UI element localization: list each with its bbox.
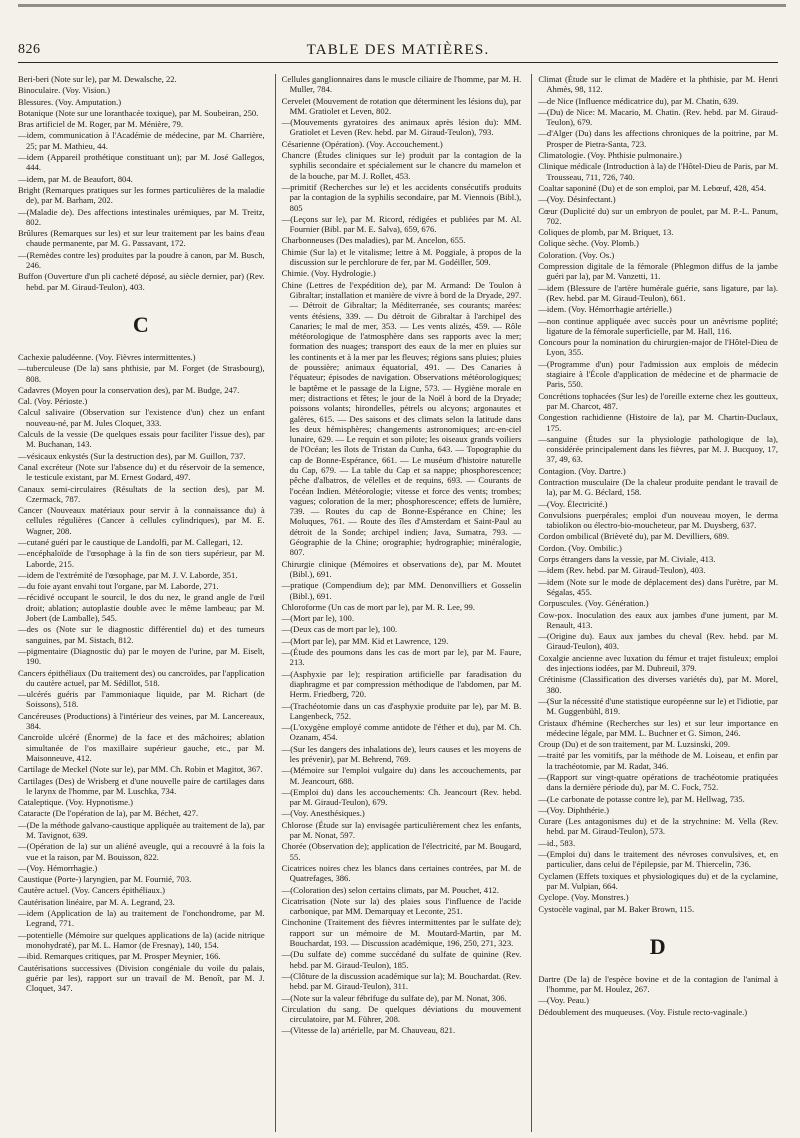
index-entry: Cal. (Voy. Périoste.) [18,396,88,407]
section-letter-d: D [649,933,667,959]
index-entry: Buffon (Ouverture d'un pli cacheté déposé, au siècle dernier, par) (Rev. hebd. par M. Giraud-Teulon), 403. [18,271,265,292]
index-entry: Cautérisation linéaire, par M. A. Legrand, 23. [18,896,175,907]
index-entry: Cristaux d'hémine (Recherches sur les) et sur leur importance en médecine légale, par MM. L. Buchner et G. Simon, 246. [538,717,778,738]
index-entry: Corps étrangers dans la vessie, par M. Civiale, 413. [538,554,716,565]
index-entry: —id., 583. [538,837,576,848]
index-entry: —(Trachéotomie dans un cas d'asphyxie produite par le), par M. B. Langenbeck, 752. [281,700,522,721]
index-entry: —(Mouvements gyratoires des animaux après lésion du): MM. Gratiolet et Leven (Rev. hebd. par M. Giraud-Teulon), 793. [281,117,522,138]
index-entry: Cow-pox. Inoculation des eaux aux jambes d'une jument, par M. Renault, 413. [538,609,778,630]
index-entry: Cœur (Duplicité du) sur un embryon de poulet, par M. P.-L. Panum, 702. [538,205,778,226]
index-entry: —(Mort par le), 100. [281,613,354,624]
index-entry: Chlorose (Étude sur la) envisagée particulièrement chez les enfants, par M. Nonat, 597. [281,819,522,841]
index-entry: Binoculaire. (Voy. Vision.) [18,85,110,96]
index-entry: Congestion rachidienne (Histoire de la), par M. Chartin-Duclaux, 175. [538,412,778,433]
index-entry: —(Étude des poumons dans les cas de mort par le), par M. Faure, 213. [281,647,522,668]
index-entry: Contraction musculaire (De la chaleur produite pendant le travail de la), par M. G. Béclard, 158. [538,476,778,498]
index-entry: Calculs de la vessie (De quelques essais pour faciliter l'issue des), par M. Buchanan, 143. [18,429,265,450]
index-entry: Croup (Du) et de son traitement, par M. Luzsinski, 209. [538,739,730,750]
index-entry: —(Emploi du) dans le traitement des névroses convulsives, et, en particulier, dans celui de l'épilepsie, par M. Thiercelin, 736. [538,849,778,870]
index-entry: Convulsions puerpérales; emploi d'un nouveau moyen, le derma tabiolikon ou électro-bio-moucheteur, par M. Duysberg, 637. [538,509,778,531]
index-entry: Brûlures (Remarques sur les) et sur leur traitement par les bains d'eau chaude permanente, par M. G. Passavant, 172. [18,228,265,249]
index-entry: Blessures. (Voy. Amputation.) [18,96,122,107]
section-letter-c: C [132,311,150,337]
index-entry: Chirurgie clinique (Mémoires et observations de), par M. Moutet (Bibl.), 691. [281,558,522,579]
index-entry: —idem (Appareil prothétique constituant un); par M. José Gallegos, 444. [18,152,265,173]
index-entry: Césarienne (Opération). (Voy. Accouchement.) [281,138,443,149]
index-entry: —idem. (Voy. Hémorrhagie artérielle.) [538,304,672,315]
index-entry: —non continue appliquée avec succès pour un anévrisme poplité; ligature de la fémorale superficielle, par M. Hall, 116. [538,315,778,336]
index-entry: —idem de l'extrémité de l'œsophage, par M. J. V. Laborde, 351. [18,569,238,580]
index-entry: —(Vitesse de la) artérielle, par M. Chauveau, 821. [281,1025,456,1036]
index-entry: Canal excréteur (Note sur l'absence du) et du réservoir de la semence, le testicule existant, par M. Ernest Godard, 497. [18,461,265,483]
index-entry: —encéphaloïde de l'œsophage à la fin de son tiers supérieur, par M. Laborde, 215. [18,548,265,569]
index-column-middle [275,74,522,1132]
index-entry: Beri-beri (Note sur le), par M. Dewalsche, 22. [18,74,177,84]
index-entry: Cautérisations successives (Division congéniale du voile du palais, guérie par les), rapport sur un travail de M. Benoît, par M. J. Cloquet, 347. [18,962,265,994]
index-entry: Chloroforme (Un cas de mort par le), par M. R. Lee, 99. [281,601,475,612]
index-entry: Cancroïde ulcéré (Énorme) de la face et des mâchoires; ablation simultanée de l'os maxillaire supérieur gauche, etc., par M. Maisonneuve, 412. [18,732,265,763]
index-entry: Bras artificiel de M. Roger, par M. Ménière, 79. [18,119,184,130]
index-entry: Cartilages (Des) de Wrisberg et d'une nouvelle paire de cartilages dans le larynx de l'homme, par M. Luschka, 734. [18,775,265,796]
index-entry: —ulcérés guéris par l'ammoniaque liquide, par M. Richart (de Soissons), 518. [18,689,265,710]
index-entry: —(Voy. Peau.) [538,995,589,1006]
index-entry: —(Mémoire sur l'emploi vulgaire du) dans les accouchements, par M. Jeancourt, 688. [281,765,522,786]
index-column-left [18,74,265,1132]
index-entry: Botanique (Note sur une loranthacée toxique), par M. Soubeiran, 250. [18,107,259,118]
index-entry: Chimie (Sur la) et le vitalisme; lettre à M. Poggiale, à propos de la discussion sur le perchlorure de fer, par M. Godéiller, 509. [281,246,522,268]
index-entry: Cataleptique. (Voy. Hypnotisme.) [18,797,134,808]
index-entry: —idem (Rev. hebd. par M. Giraud-Teulon), 403. [538,565,706,576]
index-entry: —idem (Note sur le mode de déplacement des) dans l'urètre, par M. Ségalas, 455. [538,576,778,597]
index-entry: Cancéreuses (Productions) à l'intérieur des veines, par M. Lancereaux, 384. [18,710,265,732]
index-entry: Coloration. (Voy. Os.) [538,249,615,260]
index-entry: —(Deux cas de mort par le), 100. [281,624,398,635]
index-entry: —vésicaux enkystés (Sur la destruction des), par M. Guillon, 737. [18,450,246,461]
index-entry: —(Leçons sur le), par M. Ricord, rédigées et publiées par M. Al. Fournier (Bibl. par M. E. Salva), 659, 676. [281,213,522,235]
index-entry: —traité par les vomitifs, par la méthode de M. Loiseau, et enfin par la trachéotomie, par M. Radat, 346. [538,750,778,771]
index-entry: Cinchonine (Traitement des fièvres intermittentes par le sulfate de); rapport sur un mémoire de M. Moutard-Martin, par M. Bouchardat, 193. — Discussion académique, 196, 250, 271, 323. [281,917,522,949]
index-entry: Chimie. (Voy. Hydrologie.) [281,268,376,279]
index-entry: —(Remèdes contre les) produites par la poudre à canon, par M. Busch, 246. [18,249,265,271]
index-entry: —idem, par M. de Beaufort, 804. [18,173,133,184]
index-entry: —potentielle (Mémoire sur quelques applications de la) (acide nitrique monohydraté), par M. L. Hamor (de Fresnay), 140, 154. [18,929,265,950]
index-entry: Chorée (Observation de); application de l'électricité, par M. Bougard, 55. [281,841,522,862]
index-entry: Compression digitale de la fémorale (Phlegmon diffus de la jambe guéri par la), par M. Vanzetti, 11. [538,261,778,282]
index-entry: —du foie ayant envahi tout l'organe, par M. Laborde, 271. [18,581,219,592]
index-entry: —ibid. Remarques critiques, par M. Prosper Meynier, 166. [18,951,221,962]
index-entry: —idem (Application de la) au traitement de l'onchondrome, par M. Legrand, 771. [18,908,265,929]
index-entry: —(Mort par le), par MM. Kid et Lawrence, 129. [281,635,449,646]
index-entry: Cautère actuel. (Voy. Cancers épithéliaux.) [18,885,165,896]
index-entry: Coxalgie ancienne avec luxation du fémur et trajet fistuleux; emploi des injections iodées, par M. Dubreuil, 379. [538,652,778,674]
index-entry: —(Clôture de la discussion académique sur la); M. Bouchardat. (Rev. hebd. par M. Giraud-Teulon), 311. [281,970,522,992]
running-header [18,0,778,58]
index-entry: Cystocèle vaginal, par M. Baker Brown, 115. [538,903,695,914]
index-entry: Colique sèche. (Voy. Plomb.) [538,238,639,249]
index-entry: Cadavres (Moyen pour la conservation des), par M. Budge, 247. [18,384,240,395]
index-entry: —(Opération de la) sur un aliéné aveugle, qui a recouvré à la fois la vue et la raison, par M. Bouisson, 822. [18,841,265,862]
index-entry: Dartre (De la) de l'espèce bovine et de la contagion de l'animal à l'homme, par M. Houlez, 267. [538,973,778,995]
index-entry: —de Nice (Influence médicatrice du), par M. Chatin, 639. [538,95,739,106]
index-entry: Cachexie paludéenne. (Voy. Fièvres intermittentes.) [18,351,196,362]
index-entry: —récidivé occupant le sourcil, le dos du nez, le grand angle de l'œil droit; ablation; autoplastie double avec le même lambeau; par M. Jobert (de Lamballe), 545. [18,592,265,624]
index-entry: Cicatrices noires chez les blancs dans certaines contrées, par M. de Quatrefages, 386. [281,862,522,884]
index-entry: Charbonneuses (Des maladies), par M. Ancelon, 655. [281,235,466,246]
index-entry: Climat (Étude sur le climat de Madère et la phthisie, par M. Henri Ahmès, 98, 112. [538,74,778,95]
index-entry: —(Programme d'un) pour l'admission aux emplois de médecin stagiaire à l'École d'application de médecine et de pharmacie de Paris, 550. [538,358,778,390]
index-entry: Coaltar saponiné (Du) et de son emploi, par M. Lebœuf, 428, 454. [538,182,767,193]
index-entry: Circulation du sang. De quelques déviations du mouvement circulatoire, par M. Führer, 208. [281,1003,522,1025]
index-entry: —d'Alger (Du) dans les affections chroniques de la poitrine, par M. Prosper de Pietra-Santa, 723. [538,128,778,149]
index-entry: —(Maladie de). Des affections intestinales urémiques, par M. Treitz, 802. [18,206,265,227]
index-entry: —sanguine (Études sur la physiologie pathologique de la), considérée principalement dans les fièvres, par M. J. Bucquoy, 17, 37, 49, 63. [538,433,778,465]
index-entry: —(Sur la nécessité d'une statistique européenne sur le) et l'idiotie, par M. Guggenbühl, 819. [538,695,778,717]
index-entry: —(Note sur la valeur fébrifuge du sulfate de), par M. Nonat, 306. [281,992,507,1003]
index-entry: —(Voy. Diphthérie.) [538,804,609,815]
index-entry: —primitif (Recherches sur le) et les accidents consécutifs produits par la contagion de la syphilis secondaire, par M. Viennois (Bibl.), 805 [281,181,522,213]
page-number: 826 [18,42,41,57]
index-entry: Cellules ganglionnaires dans le muscle ciliaire de l'homme, par M. H. Muller, 784. [281,74,522,95]
index-entry: Concrétions tophacées (Sur les) de l'oreille externe chez les goutteux, par M. Charcot, 487. [538,390,778,411]
index-entry: —(Asphyxie par le); respiration artificielle par faradisation du diaphragme et par compression méthodique de l'abdomen, par M. Herm. Friedberg, 720. [281,668,522,700]
index-entry: Cordon ombilical (Brièveté du), par M. Devilliers, 689. [538,531,730,542]
index-entry: —(Du sulfate de) comme succédané du sulfate de quinine (Rev. hebd. par M. Giraud-Teulon), 185. [281,949,522,970]
index-entry: Dédoublement des muqueuses. (Voy. Fistule recto-vaginale.) [538,1006,748,1017]
index-entry: Chine (Lettres de l'expédition de), par M. Armand: De Toulon à Gibraltar; installation et manière de vivre à bord de la Dryade, 297. — Détroit de Gibraltar; la Méditerranée, ses courants; marées: vents étésiens, 339. — Du détroit de Gibraltar à l'archipel des Canaries; le mal de mer, 353. — Les vents alizés, 459. — Rôle météorologique de l'atmosphère dans ses rapports avec la mer; formation des nuages; transport des eaux de la mer en pluies sur les continents et à la mer par les fleuves; régions sans pluies; pluies de poussière; animaux équatorial, 491. — Des Canaries à l'équateur; épisodes de navigation. Observations météorologiques; le baptême et le passage de la Ligne, 573. — Hygiène morale en mer; distractions et fêtes; le jour de la Noël à bord de la Dryade; poissons volants; hirondelles, pétrels ou alcyons; argonautes et galères, 615. — Des saisons et des climats selon la latitude dans les deux hémisphères; changements astronomiques; arc-en-ciel lunaire, 629. — Le requin et son pilote; les oiseaux grands voiliers de l'Océan; les îlots de Tristan da Cunha, 643. — Topographie du cap de Bonne-Espérance, 661. — Le muséum d'histoire naturelle du Cap, 679. — La table du Cap et sa nappe; phosphorescence; pêche d'albatros, de vélelles et de requins, 693. — Courants de l'océan Indien. Météorologie; vitesse et force des vents; trombes; vagues; coloration de la mer; phosphorescence; effets de lumière, 739. — Routes du cap de Bonne-Espérance en Chine; les Moluques, 761. — Route des îles d'Amsterdam et Saint-Paul au détroit de la Sonde; archipel indien; Java, Sumatra, 793. — Géographie de la Chine; orographie; hydrographie; minéralogie, 807. [281,279,522,558]
index-entry: Cataracte (De l'opération de la), par M. Béchet, 427. [18,808,199,819]
index-entry: Corpuscules. (Voy. Génération.) [538,598,649,609]
index-entry: Curare (Les antagonismes du) et de la strychnine: M. Vella (Rev. hebd. par M. Giraud-Teulon), 573. [538,816,778,837]
index-entry: —des os (Note sur le diagnostic différentiel du) et des tumeurs sanguines, par M. Sistach, 812. [18,624,265,645]
index-entry: Cancers épithéliaux (Du traitement des) ou cancroïdes, par l'application du cautère actuel, par M. Sédillot, 518. [18,667,265,688]
index-entry: Cyclamen (Effets toxiques et physiologiques du) et de la cyclamine, par M. Vulpian, 664. [538,870,778,891]
index-entry: Cordon. (Voy. Ombilic.) [538,542,622,553]
index-entry: Crétinisme (Classification des diverses variétés du), par M. Morel, 380. [538,674,778,695]
index-entry: —(Le carbonate de potasse contre le), par M. Hellwag, 735. [538,793,745,804]
index-entry: —(Du) de Nice: M. Macario, M. Chatin. (Rev. hebd. par M. Giraud-Teulon), 679. [538,106,778,128]
index-entry: Cancer (Nouveaux matériaux pour servir à la connaissance du) à cellules régulières (Cancer à cellules cylindriques), par M. E. Wagner, 208. [18,505,265,536]
index-entry: —pigmentaire (Diagnostic du) par le moyen de l'urine, par M. Eiselt, 190. [18,645,265,667]
index-entry: —(Voy. Électricité.) [538,498,608,509]
index-entry: —(De la méthode galvano-caustique appliquée au traitement de la), par M. Tavignot, 639. [18,819,265,840]
index-entry: Coliques de plomb, par M. Briquet, 13. [538,227,674,238]
index-entry: —(Sur les dangers des inhalations de), leurs causes et les moyens de les prévenir), par M. Behrend, 769. [281,743,522,764]
index-entry: —pratique (Compendium de); par MM. Denonvilliers et Gosselin (Bibl.), 691. [281,580,522,601]
running-title: TABLE DES MATIÈRES. [306,42,490,58]
index-entry: —idem, communication à l'Académie de médecine, par M. Charrière, 25; par M. Mathieu, 44. [18,130,265,151]
index-entry: —(L'oxygène employé comme antidote de l'éther et du), par M. Ch. Ozanam, 454. [281,722,522,743]
index-entry: —(Voy. Anesthésiques.) [281,808,365,819]
index-entry: —(Emploi du) dans les accouchements: Ch. Jeancourt (Rev. hebd. par M. Giraud-Teulon), 679. [281,786,522,808]
index-entry: Bright (Remarques pratiques sur les formes particulières de la maladie de), par M. Barham, 202. [18,184,265,206]
index-entry: Chancre (Études cliniques sur le) produit par la contagion de la syphilis secondaire et spécialement sur le chancre du mamelon et de la bouche, par M. J. Rollet, 453. [281,150,522,181]
index-entry: —(Voy. Désinfectant.) [538,194,616,205]
index-entry: Cyclope. (Voy. Monstres.) [538,892,629,903]
index-entry: Calcul salivaire (Observation sur l'existence d'un) chez un enfant nouveau-né, par M. Jules Cloquet, 333. [18,407,265,428]
index-entry: —idem (Blessure de l'artère humérale guérie, sans ligature, par la). (Rev. hebd. par M. Giraud-Teulon), 661. [538,282,778,303]
index-entry: Caustique (Porte-) laryngien, par M. Fournié, 703. [18,874,192,885]
index-entry: —(Rapport sur vingt-quatre opérations de trachéotomie pratiquées dans la dernière période du), par M. C. Fock, 752. [538,772,778,793]
header-rule [18,62,778,63]
index-entry: —cutané guéri par le caustique de Landolfi, par M. Callegari, 12. [18,536,243,547]
index-entry: Clinique médicale (Introduction à la) de l'Hôtel-Dieu de Paris, par M. Trousseau, 711, 726, 740. [538,161,778,182]
index-entry: Canaux semi-circulaires (Résultats de la section des), par M. Czermack, 787. [18,483,265,504]
index-entry: Cervelet (Mouvement de rotation que déterminent les lésions du), par MM. Gratiolet et Leven, 802. [281,95,522,116]
index-entry: Cicatrisation (Note sur la) des plaies sous l'influence de l'acide carbonique, par MM. Demarquay et Leconte, 251. [281,895,522,917]
index-entry: —tuberculeuse (De la) sans phthisie, par M. Forget (de Strasbourg), 808. [18,363,265,384]
index-entry: Contagion. (Voy. Dartre.) [538,465,626,476]
index-entry: —(Voy. Hémorrhagie.) [18,862,98,873]
index-entry: —(Origine du). Eaux aux jambes du cheval (Rev. hebd. par M. Giraud-Teulon), 403. [538,631,778,652]
index-entry: Cartilage de Meckel (Note sur le), par MM. Ch. Robin et Magitot, 367. [18,764,263,775]
index-entry: Climatologie. (Voy. Phthisie pulmonaire.) [538,150,682,161]
index-columns [18,74,778,1132]
index-entry: —(Coloration des) selon certains climats, par M. Pouchet, 412. [281,884,499,895]
index-column-right [531,74,778,1132]
index-entry: Concours pour la nomination du chirurgien-major de l'Hôtel-Dieu de Lyon, 355. [538,337,778,358]
